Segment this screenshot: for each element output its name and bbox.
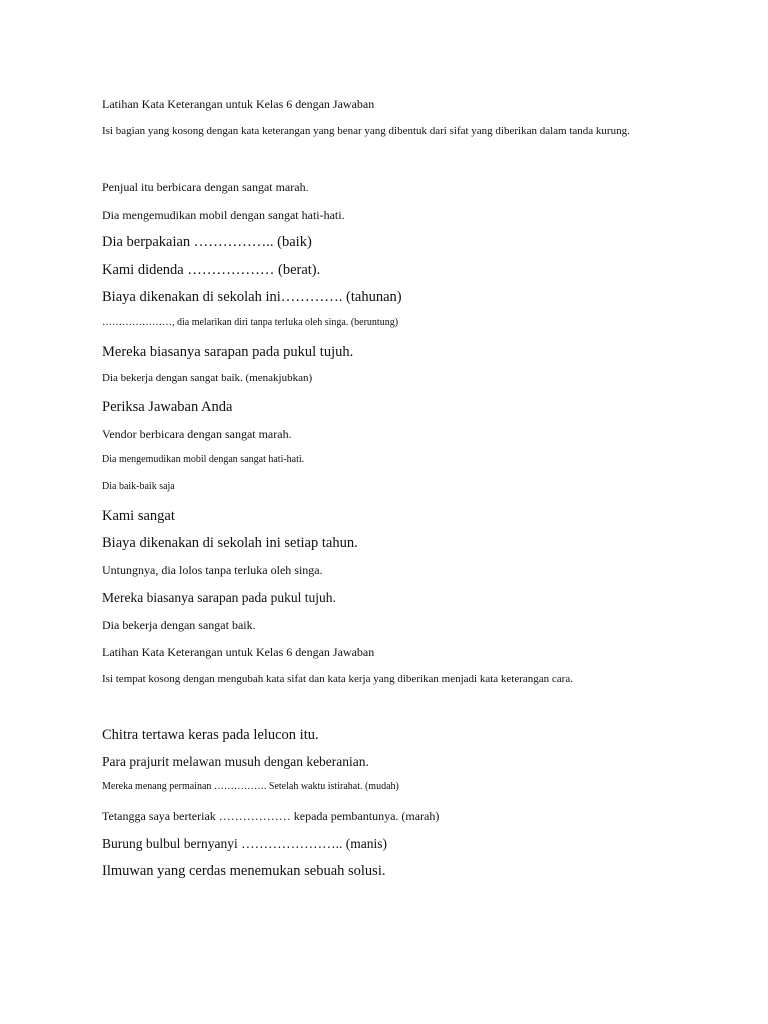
exercise-line: Kami didenda ……………… (berat). bbox=[102, 262, 321, 278]
exercise-line: Para prajurit melawan musuh dengan keberanian. bbox=[102, 754, 369, 769]
section-title: Latihan Kata Keterangan untuk Kelas 6 dengan Jawaban bbox=[102, 645, 375, 659]
exercise-line: Mereka biasanya sarapan pada pukul tujuh. bbox=[102, 344, 354, 360]
answer-line: Biaya dikenakan di sekolah ini setiap tahun. bbox=[102, 535, 358, 551]
answer-line: Vendor berbicara dengan sangat marah. bbox=[102, 427, 292, 441]
exercise-line: …………………, dia melarikan diri tanpa terluka oleh singa. (beruntung) bbox=[102, 317, 399, 328]
section-instruction: Isi tempat kosong dengan mengubah kata sifat dan kata kerja yang diberikan menjadi kata keterangan cara. bbox=[102, 673, 573, 685]
exercise-line: Penjual itu berbicara dengan sangat marah. bbox=[102, 180, 309, 194]
section-title: Latihan Kata Keterangan untuk Kelas 6 dengan Jawaban bbox=[102, 97, 375, 111]
answers-heading: Periksa Jawaban Anda bbox=[102, 399, 233, 415]
exercise-line: Mereka menang permainan ……………. Setelah waktu istirahat. (mudah) bbox=[102, 781, 399, 792]
exercise-line: Dia bekerja dengan sangat baik. (menakjubkan) bbox=[102, 372, 313, 384]
exercise-line: Tetangga saya berteriak ……………… kepada pembantunya. (marah) bbox=[102, 809, 440, 823]
exercise-line: Chitra tertawa keras pada lelucon itu. bbox=[102, 727, 319, 743]
exercise-line: Dia mengemudikan mobil dengan sangat hati-hati. bbox=[102, 208, 345, 222]
answer-line: Mereka biasanya sarapan pada pukul tujuh. bbox=[102, 590, 336, 605]
exercise-line: Burung bulbul bernyanyi ………………….. (manis) bbox=[102, 836, 387, 851]
answer-line: Dia bekerja dengan sangat baik. bbox=[102, 618, 256, 632]
answer-line: Dia baik-baik saja bbox=[102, 481, 175, 492]
answer-line: Kami sangat bbox=[102, 508, 175, 524]
exercise-line: Dia berpakaian …………….. (baik) bbox=[102, 234, 312, 250]
exercise-line: Biaya dikenakan di sekolah ini…………. (tahunan) bbox=[102, 289, 402, 305]
exercise-line: Ilmuwan yang cerdas menemukan sebuah solusi. bbox=[102, 863, 386, 879]
answer-line: Dia mengemudikan mobil dengan sangat hati-hati. bbox=[102, 454, 305, 465]
section-instruction: Isi bagian yang kosong dengan kata keterangan yang benar yang dibentuk dari sifat yang diberikan dalam tanda kurung. bbox=[102, 125, 630, 137]
answer-line: Untungnya, dia lolos tanpa terluka oleh singa. bbox=[102, 563, 323, 577]
